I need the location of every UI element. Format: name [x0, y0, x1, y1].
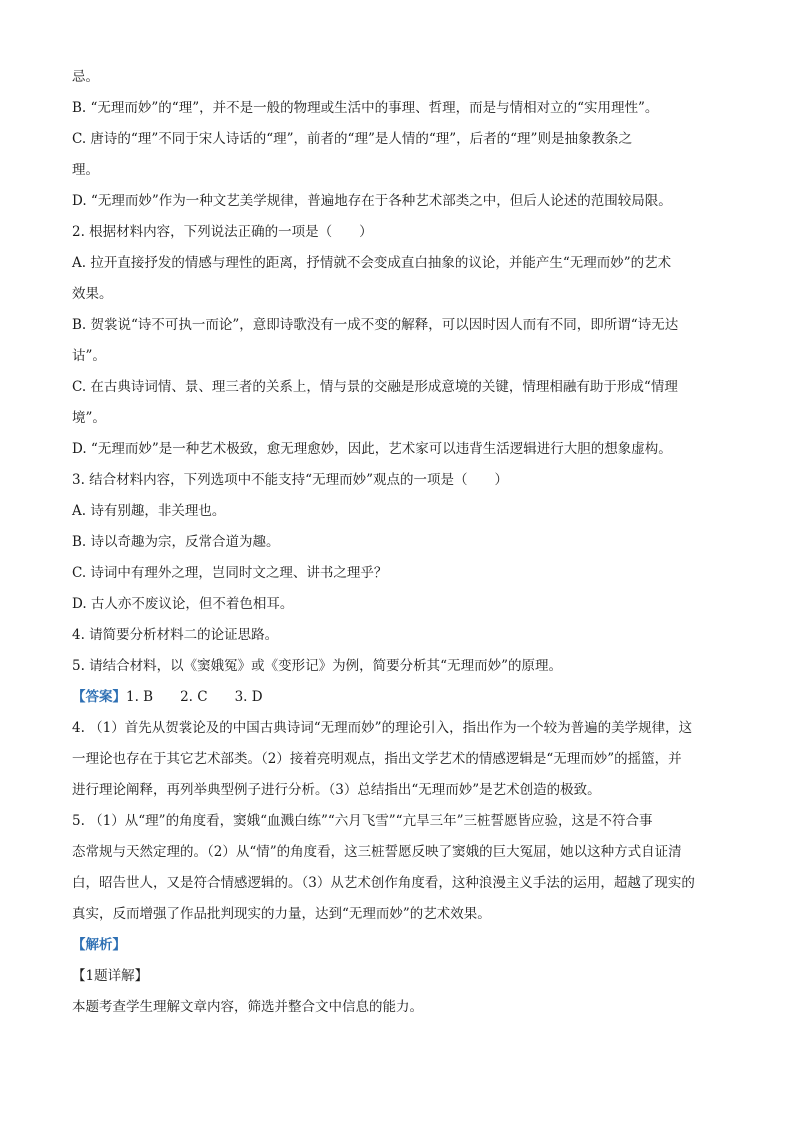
analysis-label: 【解析】: [72, 937, 126, 953]
answer-4-line-2: 一理论也存在于其它艺术部类。（2）接着亮明观点，指出文学艺术的情感逻辑是“无理而妙”的摇篮，并: [72, 751, 682, 767]
answer-5-line-3: 白，昭告世人，又是符合情感逻辑的。（3）从艺术创作角度看，这种浪漫主义手法的运用，超越了现实的: [72, 875, 695, 891]
option-c-line-cont: 理。: [72, 162, 99, 178]
q2-option-a-cont: 效果。: [72, 286, 113, 302]
q2-option-b-cont: 诂”。: [72, 348, 106, 364]
answer-5-line-2: 态常规与天然定理的。（2）从“情”的角度看，这三桩誓愿反映了窦娥的巨大冤屈，她以这种方式自证清: [72, 844, 682, 860]
detail-label: 【1题详解】: [72, 968, 149, 984]
question-4: 4. 请简要分析材料二的论证思路。: [72, 627, 279, 643]
q2-option-a: A. 拉开直接抒发的情感与理性的距离，抒情就不会变成直白抽象的议论，并能产生“无理而妙”的艺术: [72, 255, 672, 271]
option-c-line: C. 唐诗的“理”不同于宋人诗话的“理”，前者的“理”是人情的“理”，后者的“理”则是抽象教条之: [72, 131, 632, 147]
q2-option-b: B. 贺裳说“诗不可执一而论”，意即诗歌没有一成不变的解释，可以因时因人而有不同，即所谓“诗无达: [72, 317, 679, 333]
answer-label: 【答案】: [72, 689, 126, 705]
q2-option-c: C. 在古典诗词情、景、理三者的关系上，情与景的交融是形成意境的关键，情理相融有助于形成“情理: [72, 379, 678, 395]
answer-values: 1. B 2. C 3. D: [126, 689, 263, 705]
answer-5-line-1: 5. （1）从“理”的角度看，窦娥“血溅白练”“六月飞雪”“亢旱三年”三桩誓愿皆应验，这是不符合事: [72, 813, 653, 829]
document-page: [72, 62, 724, 1023]
answer-4-line-1: 4. （1）首先从贺裳论及的中国古典诗词“无理而妙”的理论引入，指出作为一个较为普遍的美学规律，这: [72, 720, 693, 736]
answer-line: [72, 682, 724, 713]
q3-option-d: D. 古人亦不废议论，但不着色相耳。: [72, 596, 294, 612]
q2-option-d: D. “无理而妙”是一种艺术极致，愈无理愈妙，因此，艺术家可以违背生活逻辑进行大胆的想象虚构。: [72, 441, 672, 457]
answer-4-line-3: 进行理论阐释，再列举典型例子进行分析。（3）总结指出“无理而妙”是艺术创造的极致。: [72, 782, 601, 798]
q3-option-a: A. 诗有别趣，非关理也。: [72, 503, 226, 519]
question-3: 3. 结合材料内容，下列选项中不能支持“无理而妙”观点的一项是（ ）: [72, 472, 508, 488]
detail-text: 本题考查学生理解文章内容，筛选并整合文中信息的能力。: [72, 999, 423, 1015]
text-line: 忌。: [72, 69, 99, 85]
q2-option-c-cont: 境”。: [72, 410, 106, 426]
q3-option-c: C. 诗词中有理外之理，岂同时文之理、讲书之理乎？: [72, 565, 388, 581]
option-b-line: B. “无理而妙”的“理”，并不是一般的物理或生活中的事理、哲理，而是与情相对立的“实用理性”。: [72, 100, 659, 116]
answer-5-line-4: 真实，反而增强了作品批判现实的力量，达到“无理而妙”的艺术效果。: [72, 906, 491, 922]
q3-option-b: B. 诗以奇趣为宗，反常合道为趣。: [72, 534, 280, 550]
question-5: 5. 请结合材料，以《窦娥冤》或《变形记》为例，简要分析其“无理而妙”的原理。: [72, 658, 562, 674]
question-2: 2. 根据材料内容，下列说法正确的一项是（ ）: [72, 224, 373, 240]
option-d-line: D. “无理而妙”作为一种文艺美学规律，普遍地存在于各种艺术部类之中，但后人论述的范围较局限。: [72, 193, 672, 209]
